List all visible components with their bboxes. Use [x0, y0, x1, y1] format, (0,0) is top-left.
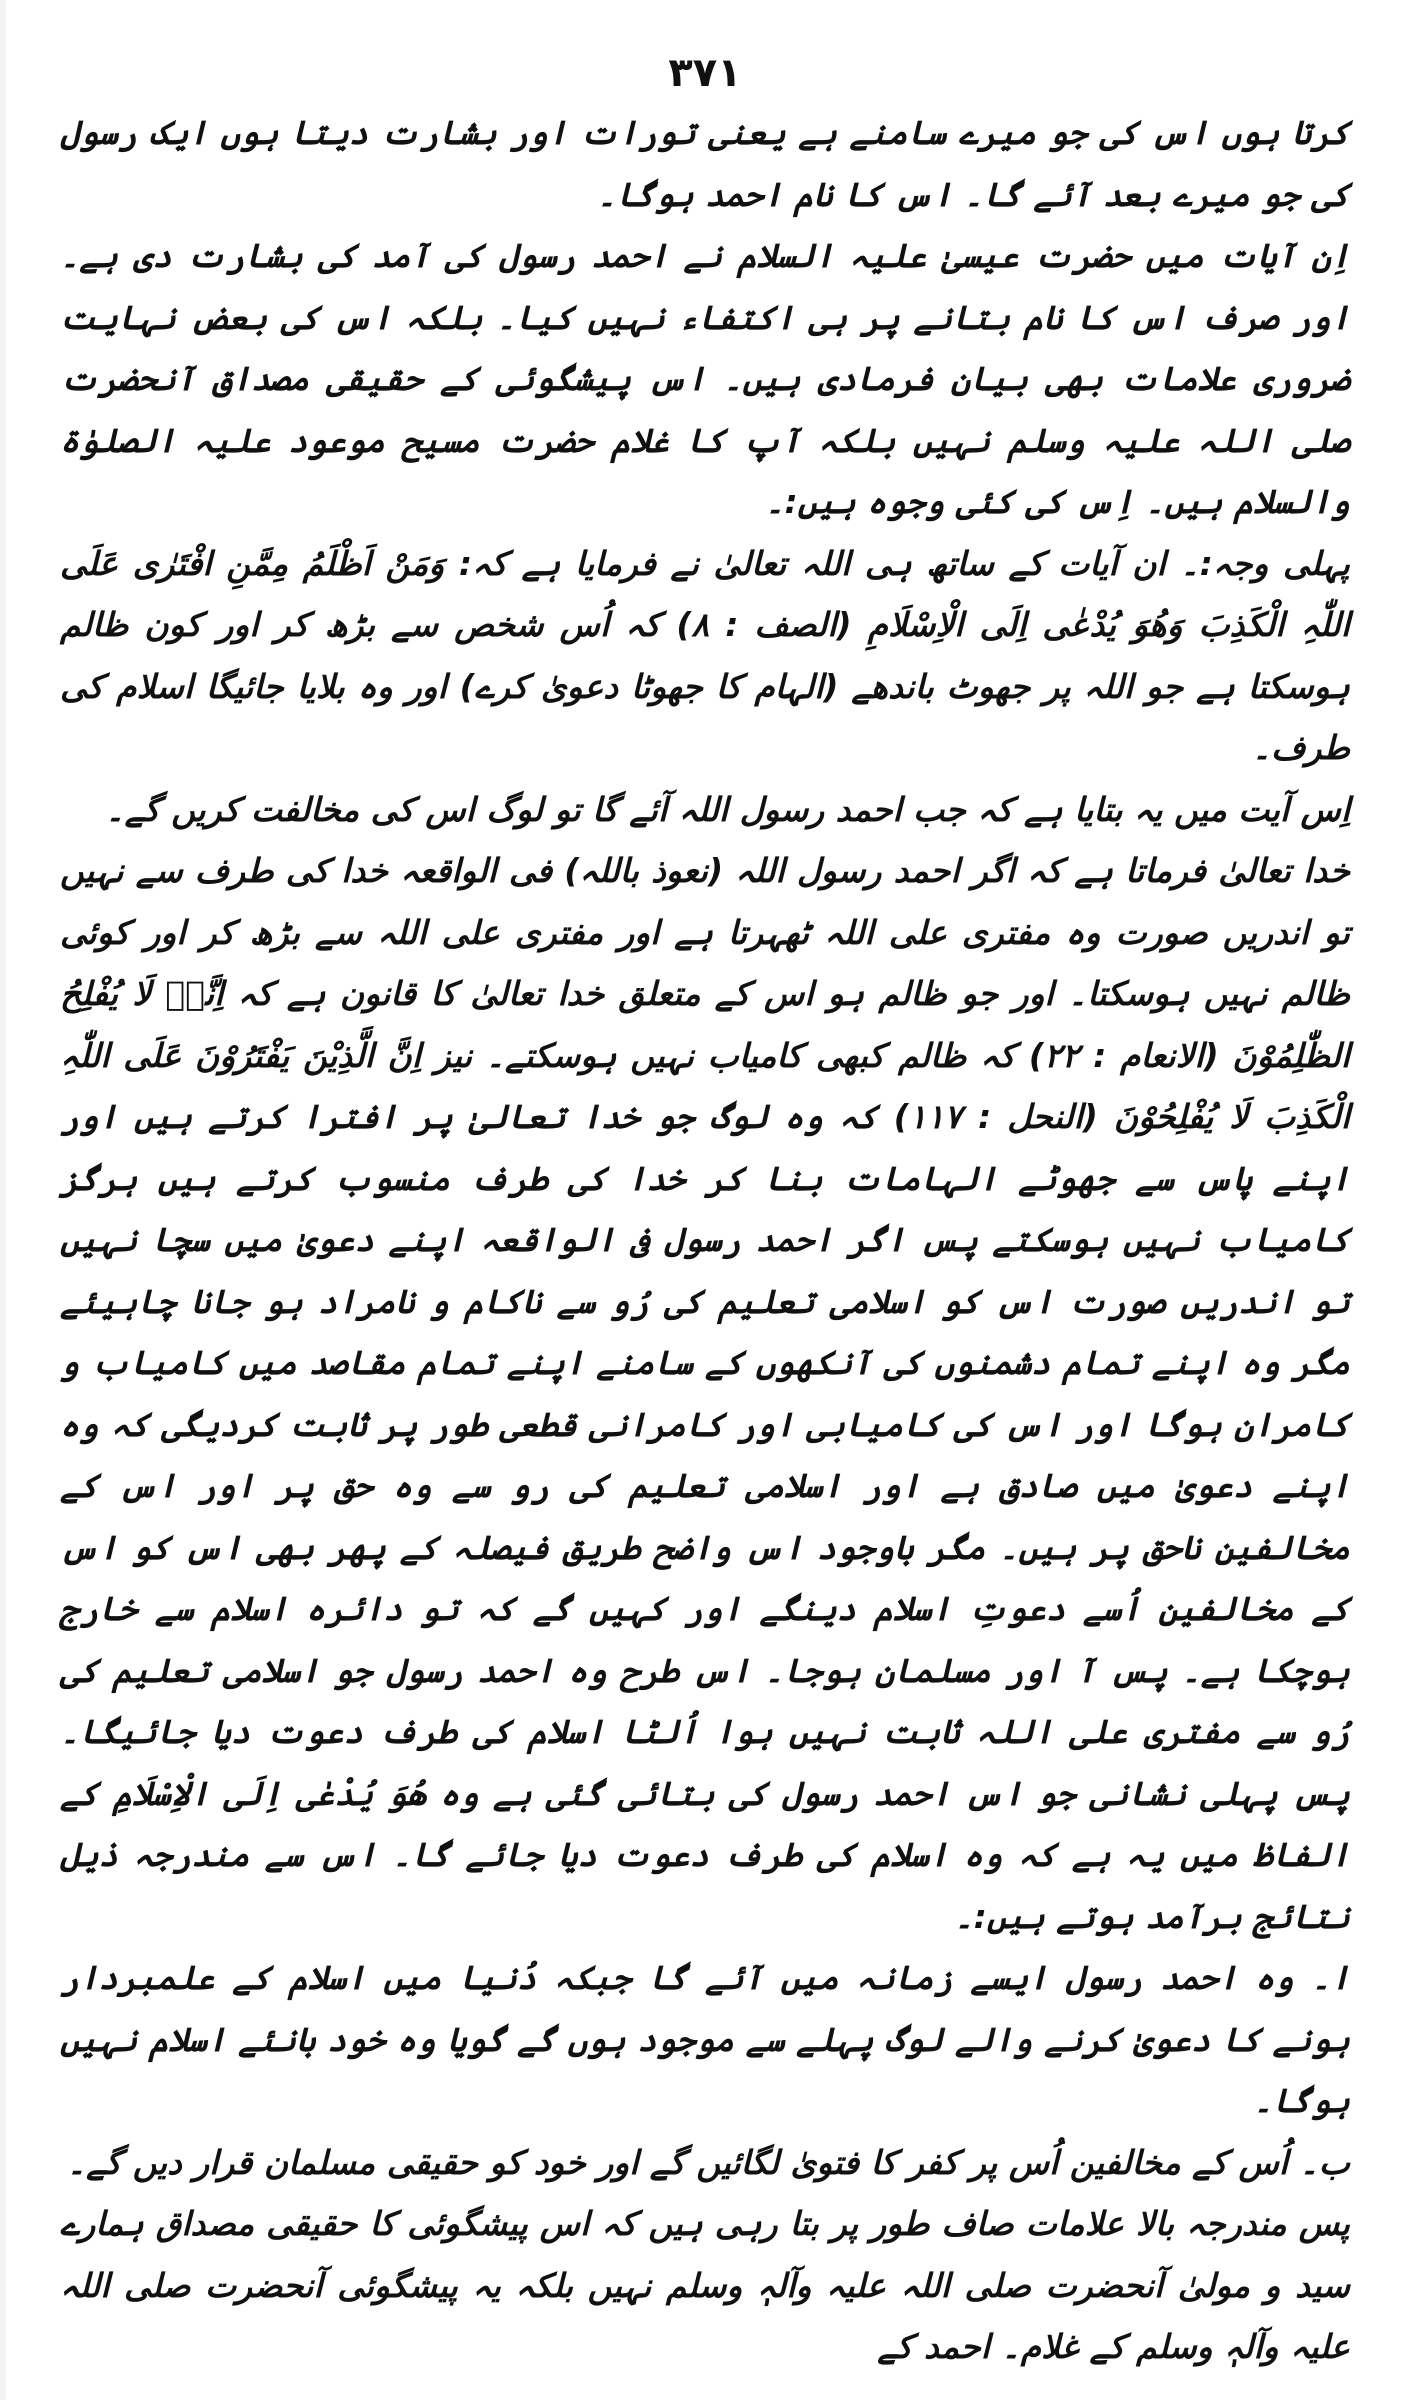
paragraph-point-b: ب۔ اُس کے مخالفین اُس پر کفر کا فتویٰ لگائیں گے اور خود کو حقیقی مسلمان قرار دیں گے۔ [66, 2142, 1350, 2182]
book-page [60, 50, 1350, 2366]
paragraph-conclusion: پس مندرجہ بالا علامات صاف طور پر بتا رہی ہیں کہ اس پیشگوئی کا حقیقی مصداق ہمارے سید و مولیٰ آنحضرت صلی اللہ علیہ وآلہٖ وسلم نہیں بلکہ یہ پیشگوئی آنحضرت صلی اللہ علیہ وآلہٖ وسلم کے غلام۔ احمد کے [60, 2204, 1350, 2366]
paragraph-continuation: کرتا ہوں اس کی جو میرے سامنے ہے یعنی تورات اور بشارت دیتا ہوں ایک رسول کی جو میرے بعد آئے گا۔ اس کا نام احمد ہوگا۔ [60, 113, 1350, 214]
page-number: ۳۷۱ [668, 50, 742, 96]
paragraph-first-reason: پہلی وجہ:۔ ان آیات کے ساتھ ہی اللہ تعالیٰ نے فرمایا ہے کہ: وَمَنْ اَظْلَمُ مِمَّنِ افْتَرٰی عَلَی اللّٰہِ الْکَذِبَ وَھُوَ یُدْعٰی اِلَی الْاِسْلَامِ (الصف : ۸) کہ اُس شخص سے بڑھ کر اور کون ظالم ہوسکتا ہے جو اللہ پر جھوٹ باندھے (الہام کا جھوٹا دعویٰ کرے) اور وہ بلایا جائیگا اسلام کی طرف۔ [60, 543, 1350, 767]
paragraph-verses-explanation: اِن آیات میں حضرت عیسیٰ علیہ السلام نے احمد رسول کی آمد کی بشارت دی ہے۔ اور صرف اس کا نام بتانے پر ہی اکتفاء نہیں کیا۔ بلکہ اس کی بعض نہایت ضروری علامات بھی بیان فرمادی ہیں۔ اس پیشگوئی کے حقیقی مصداق آنحضرت صلی اللہ علیہ وسلم نہیں بلکہ آپ کا غلام حضرت مسیح موعود علیہ الصلوٰۃ والسلام ہیں۔ اِس کی کئی وجوہ ہیں:۔ [60, 236, 1350, 521]
paragraph-point-a: ا۔ وہ احمد رسول ایسے زمانہ میں آئے گا جبکہ دُنیا میں اسلام کے علمبردار ہونے کا دعویٰ کرنے والے لوگ پہلے سے موجود ہوں گے گویا وہ خود بانئے اسلام نہیں ہوگا۔ [60, 1958, 1350, 2120]
paragraph-argument: خدا تعالیٰ فرماتا ہے کہ اگر احمد رسول اللہ (نعوذ باللہ) فی الواقعہ خدا کی طرف سے نہیں تو اندریں صورت وہ مفتری علی اللہ ٹھہرتا ہے اور مفتری علی اللہ سے بڑھ کر اور کوئی ظالم نہیں ہوسکتا۔ اور جو ظالم ہو اس کے متعلق خدا تعالیٰ کا قانون ہے کہ اِنَّہٗ لَا یُفْلِحُ الظّٰلِمُوْنَ (الانعام : ۲۲) کہ ظالم کبھی کامیاب نہیں ہوسکتے۔ نیز اِنَّ الَّذِیْنَ یَفْتَرُوْنَ عَلَی اللّٰہِ الْکَذِبَ لَا یُفْلِحُوْنَ (النحل : ۱۱۷) کہ وہ لوگ جو خدا تعالیٰ پر افترا کرتے ہیں اور اپنے پاس سے جھوٹے الہامات بنا کر خدا کی طرف منسوب کرتے ہیں ہرگز کامیاب نہیں ہوسکتے پس اگر احمد رسول فی الواقعہ اپنے دعویٰ میں سچا نہیں تو اندریں صورت اس کو اسلامی تعلیم کی رُو سے ناکام و نامراد ہو جانا چاہیئے مگر وہ اپنے تمام دشمنوں کی آنکھوں کے سامنے اپنے تمام مقاصد میں کامیاب و کامران ہوگا اور اس کی کامیابی اور کامرانی قطعی طور پر ثابت کردیگی کہ وہ اپنے دعویٰ میں صادق ہے اور اسلامی تعلیم کی رو سے وہ حق پر اور اس کے مخالفین ناحق پر ہیں۔ مگر باوجود اس واضح طریق فیصلہ کے پھر بھی اس کو اس کے مخالفین اُسے دعوتِ اسلام دینگے اور کہیں گے کہ تو دائرہ اسلام سے خارج ہوچکا ہے۔ پس آ اور مسلمان ہوجا۔ اس طرح وہ احمد رسول جو اسلامی تعلیم کی رُو سے مفتری علی اللہ ثابت نہیں ہوا اُلٹا اسلام کی طرف دعوت دیا جائیگا۔ پس پہلی نشانی جو اس احمد رسول کی بتائی گئی ہے وہ ھُوَ یُدْعٰی اِلَی الْاِسْلَامِ کے الفاظ میں یہ ہے کہ وہ اسلام کی طرف دعوت دیا جائے گا۔ اس سے مندرجہ ذیل نتائج برآمد ہوتے ہیں:۔ [60, 851, 1350, 1936]
paragraph-opposition: اِس آیت میں یہ بتایا ہے کہ جب احمد رسول اللہ آئے گا تو لوگ اس کی مخالفت کریں گے۔ [105, 789, 1350, 829]
scan-edge [0, 0, 6, 2400]
